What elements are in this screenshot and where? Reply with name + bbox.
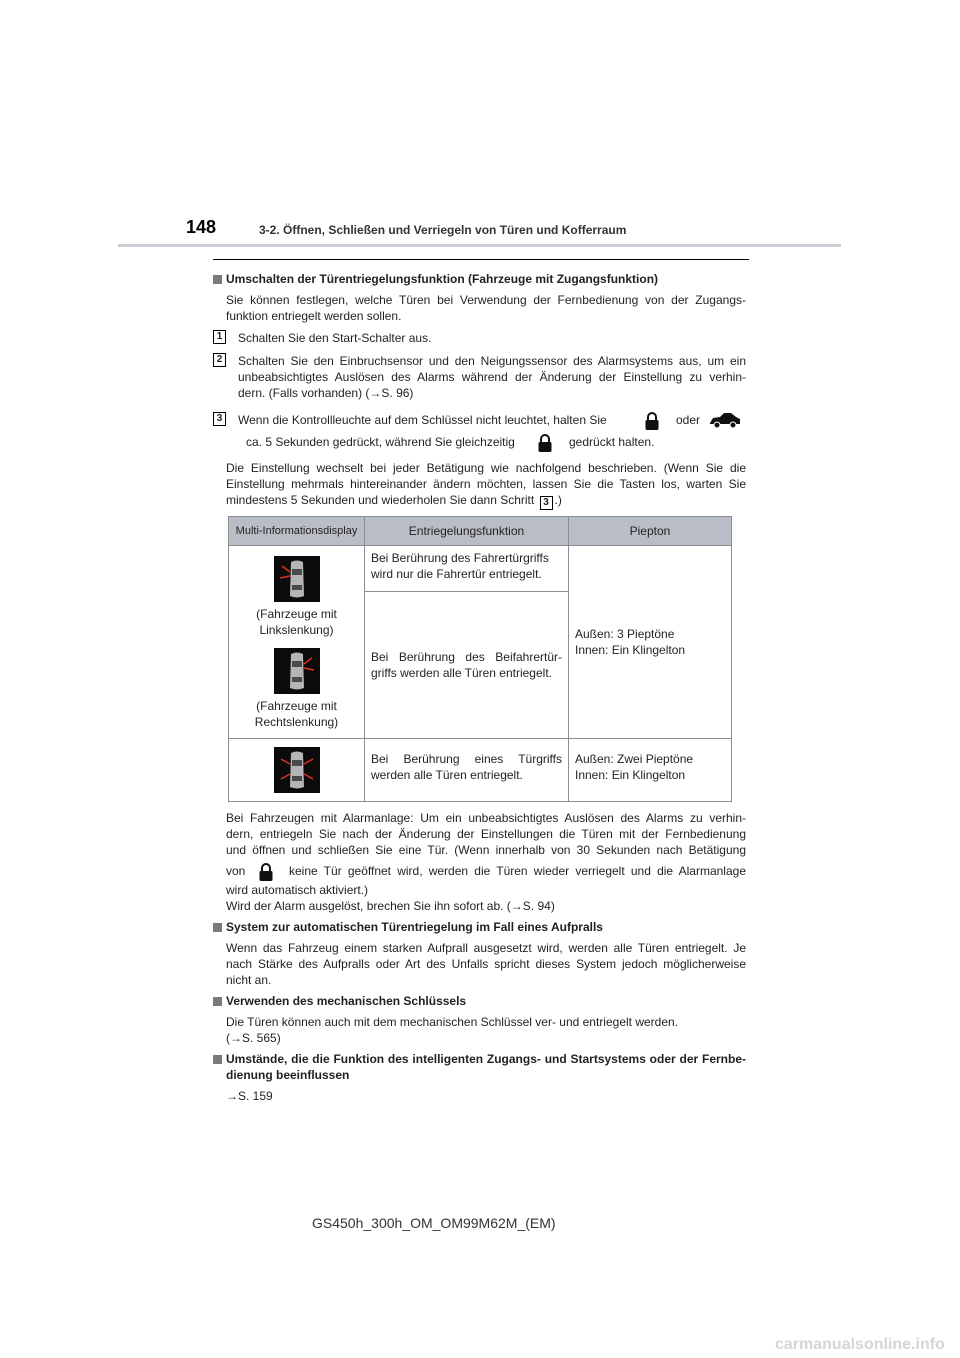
intro-line: Sie können festlegen, welche Türen bei Verwendung der Fernbedienung von der Zugangs-: [226, 293, 746, 307]
step-number-badge: 3: [213, 412, 226, 426]
function-text: griffs werden alle Türen entriegelt.: [371, 665, 552, 680]
car-all-doors-icon: [274, 747, 320, 793]
table-header-row: [229, 517, 732, 546]
body-text: Wenn das Fahrzeug einem starken Aufprall ausgesetzt wird, werden alle Türen entriegelt. Je: [226, 941, 746, 955]
body-text-part: mindestens 5 Sekunden und wiederholen Sie dann Schritt: [226, 493, 535, 507]
step-text: ca. 5 Sekunden gedrückt, während Sie gleichzeitig: [246, 435, 515, 449]
body-text: nach Stärke des Aufpralls oder Art des Unfalls spricht dieses System jedoch möglicherweise: [226, 957, 746, 971]
beep-text: Innen: Ein Klingelton: [575, 643, 686, 657]
document-code: GS450h_300h_OM_OM99M62M_(EM): [312, 1215, 556, 1231]
alarm-note-line: Wird der Alarm ausgelöst, brechen Sie ihn sofort ab. (→S. 94): [226, 899, 555, 913]
page-number: 148: [186, 217, 217, 237]
beep-text: Außen: Zwei Pieptöne: [575, 752, 694, 766]
table-header: Entriegelungsfunktion: [365, 517, 569, 546]
table-row: [229, 546, 732, 592]
body-text: Einstellung mehrmals hintereinander ändern möchten, lassen Sie die Tasten los, warten Sie: [226, 477, 746, 491]
section-heading-interference: Umstände, die die Funktion des intelligenten Zugangs- und Startsystems oder der Fernbe-: [226, 1052, 746, 1066]
table-row: [229, 739, 732, 802]
beep-cell: [569, 546, 732, 739]
alarm-note-line: Bei Fahrzeugen mit Alarmanlage: Um ein unbeabsichtigtes Auslösen des Alarms zu verhin-: [226, 811, 746, 825]
alarm-note-line: und öffnen und schließen Sie eine Tür. (Wenn innerhalb von 30 Sekunden nach Betätigung: [226, 843, 746, 857]
function-cell: [365, 546, 569, 592]
step-text: dern. (Falls vorhanden) (→S. 96): [238, 386, 414, 400]
bullet-square-icon: [213, 923, 222, 932]
bullet-square-icon: [213, 1055, 222, 1064]
step-text: Schalten Sie den Start-Schalter aus.: [238, 331, 432, 345]
header-divider: [118, 244, 841, 247]
car-door-lhd-icon: [274, 556, 320, 602]
lock-button-icon: [644, 411, 660, 431]
display-caption: Linkslenkung): [259, 623, 334, 637]
step-text: Schalten Sie den Einbruchsensor und den Neigungssensor des Alarmsystems aus, um ein: [238, 354, 746, 368]
beep-cell: [569, 739, 732, 802]
beep-text: Innen: Ein Klingelton: [575, 768, 686, 782]
step-text: Wenn die Kontrollleuchte auf dem Schlüssel nicht leuchtet, halten Sie: [238, 413, 607, 427]
function-text: Bei Berührung des Beifahrertür-: [371, 649, 562, 664]
alarm-note-line: von: [226, 864, 246, 878]
step-text: oder: [676, 413, 701, 427]
function-cell: [365, 591, 569, 738]
function-text: wird nur die Fahrertür entriegelt.: [371, 567, 542, 581]
beep-text: Außen: 3 Pieptöne: [575, 627, 675, 641]
bullet-square-icon: [213, 275, 222, 284]
step-text: unbeabsichtigtes Auslösen des Alarms während der Änderung der Einstellung zu verhin-: [238, 370, 746, 384]
section-title: 3-2. Öffnen, Schließen und Verriegeln von Türen und Kofferraum: [259, 223, 627, 237]
section-heading-interference: dienung beeinflussen: [226, 1068, 350, 1082]
step-number-badge: 2: [213, 353, 226, 367]
alarm-note-line: wird automatisch aktiviert.): [226, 883, 369, 897]
display-caption: (Fahrzeuge mit: [256, 607, 337, 621]
unlock-button-icon: [258, 862, 274, 882]
display-caption: (Fahrzeuge mit: [256, 699, 337, 713]
alarm-note-line: dern, entriegeln Sie nach der Änderung der Einstellungen die Türen mit der Fernbedienung: [226, 827, 746, 841]
body-text: Die Türen können auch mit dem mechanischen Schlüssel ver- und entriegelt werden.: [226, 1015, 679, 1029]
section-heading-switch-unlock: Umschalten der Türentriegelungsfunktion (Fahrzeuge mit Zugangsfunktion): [226, 272, 659, 286]
function-text: Bei Berührung eines Türgriffs: [371, 752, 562, 766]
display-caption: Rechtslenkung): [254, 715, 339, 729]
trunk-button-icon: [709, 411, 741, 429]
bullet-square-icon: [213, 997, 222, 1006]
table-header: Multi-Informationsdisplay: [229, 517, 365, 546]
body-text: nicht an.: [226, 973, 272, 987]
body-text: [226, 492, 562, 510]
body-text: Die Einstellung wechselt bei jeder Betätigung wie nachfolgend beschrieben. (Wenn Sie die: [226, 461, 746, 475]
function-cell: [365, 739, 569, 802]
function-text: werden alle Türen entriegelt.: [371, 768, 523, 782]
content-top-divider: [213, 259, 749, 260]
watermark: carmanualsonline.info: [775, 1336, 945, 1353]
display-cell: [229, 546, 365, 739]
step-number-badge: 3: [540, 496, 553, 510]
unlock-button-icon: [537, 433, 553, 453]
table-header: Piepton: [569, 517, 732, 546]
section-heading-mechanical-key: Verwenden des mechanischen Schlüssels: [226, 994, 467, 1008]
page-reference-link[interactable]: →S. 159: [226, 1089, 273, 1103]
intro-line: funktion entriegelt werden sollen.: [226, 309, 402, 323]
step-text: gedrückt halten.: [569, 435, 655, 449]
function-text: Bei Berührung des Fahrertürgriffs: [371, 551, 549, 565]
step-number-badge: 1: [213, 330, 226, 344]
unlock-settings-table: [228, 516, 732, 802]
section-heading-crash-unlock: System zur automatischen Türentriegelung im Fall eines Aufpralls: [226, 920, 603, 934]
body-text: (→S. 565): [226, 1031, 281, 1045]
car-door-rhd-icon: [274, 648, 320, 694]
alarm-note-line: keine Tür geöffnet wird, werden die Türen wieder verriegelt und die Alarmanlage: [289, 864, 746, 878]
body-text-part: .): [554, 493, 562, 507]
display-cell: [229, 739, 365, 802]
